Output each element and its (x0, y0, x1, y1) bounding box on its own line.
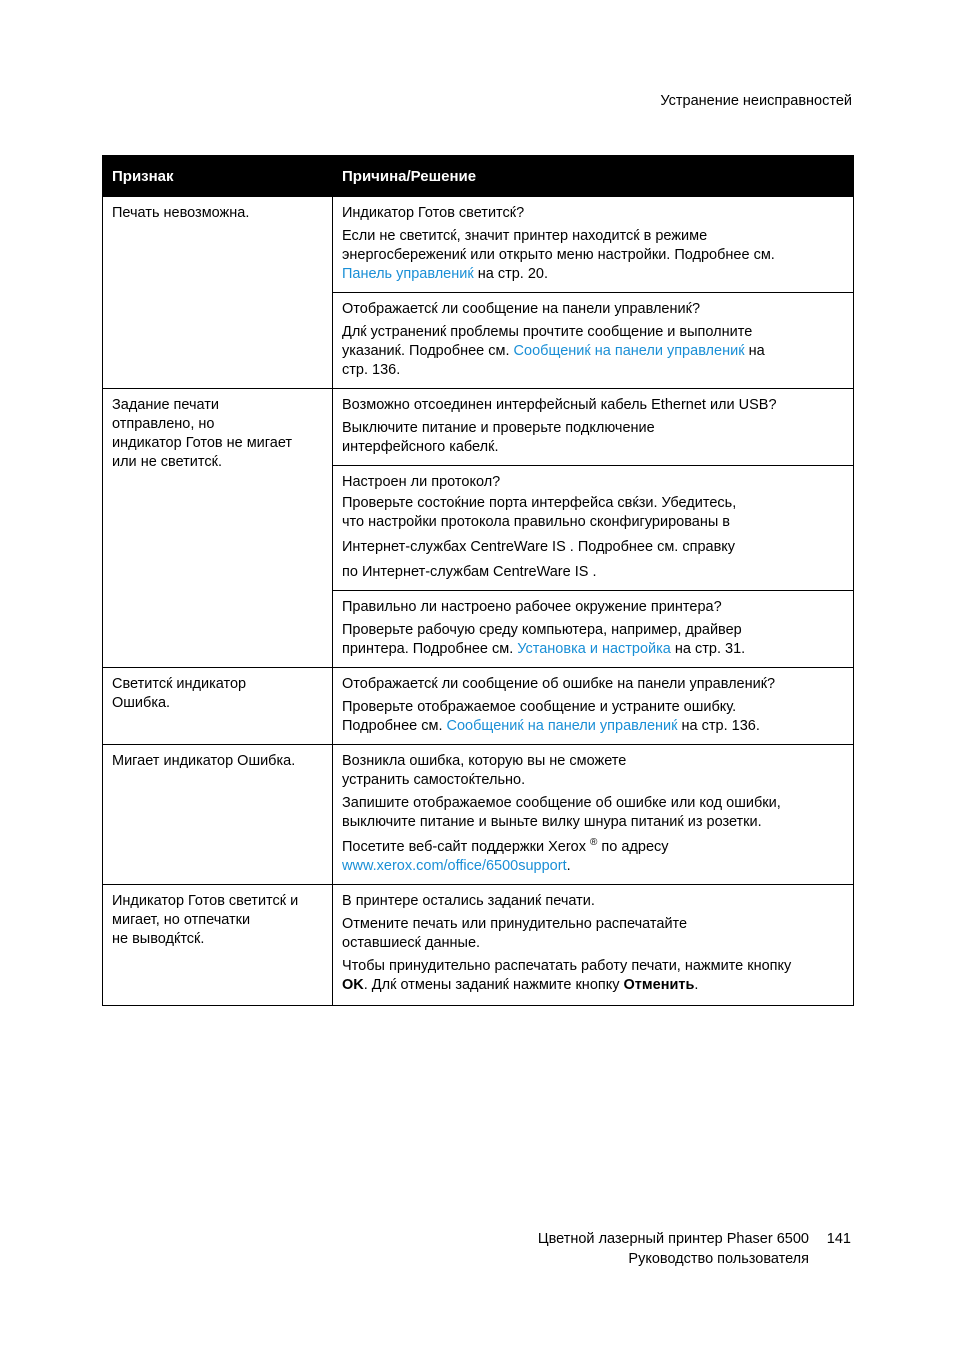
troubleshooting-table (102, 155, 854, 1006)
cause-cell: Правильно ли настроено рабочее окружение принтера? Проверьте рабочую среду компьютера, например, драйвер принтера. Подробнее см. Установка и настройка на стр. 31. (333, 591, 854, 668)
cause-cell: Возникла ошибка, которую вы не сможете устранить самостоќтельно. Запишите отображаемое сообщение об ошибке или код ошибки, выключите питание и выньте вилку шнура питаниќ из розетки. Посетите веб-сайт поддержки Xerox ® по адресу www.xerox.com/office/6500support. (333, 745, 854, 885)
table-row (103, 389, 854, 466)
column-header-symptom: Признак (103, 156, 333, 197)
cause-cell: В принтере остались заданиќ печати. Отмените печать или принудительно распечатайте оставшиесќ данные. Чтобы принудительно распечатать работу печати, нажмите кнопку OK. Длќ отмены заданиќ нажмите кнопку Отменить. (333, 885, 854, 1006)
footer (538, 1229, 809, 1269)
symptom-cell: Индикатор Готов светитсќ и мигает, но отпечатки не выводќтсќ. (103, 885, 333, 1006)
link-setup[interactable]: Установка и настройка (517, 641, 671, 657)
cause-cell: Отображаетсќ ли сообщение на панели управлениќ? Длќ устранениќ проблемы прочтите сообщение и выполните указаниќ. Подробнее см. Сообщениќ на панели управлениќ на стр. 136. (333, 293, 854, 389)
column-header-cause: Причина/Решение (333, 156, 854, 197)
page-number: 141 (826, 1231, 851, 1247)
symptom-cell: Светитсќ индикатор Ошибка. (103, 668, 333, 745)
running-header: Устранение неисправностей (660, 93, 852, 109)
table-row (103, 885, 854, 1006)
link-control-panel-messages[interactable]: Сообщениќ на панели управлениќ (446, 718, 678, 734)
link-xerox-support[interactable]: www.xerox.com/office/6500support (342, 858, 567, 874)
cause-cell: Возможно отсоединен интерфейсный кабель Ethernet или USB? Выключите питание и проверьте подключение интерфейсного кабелќ. (333, 389, 854, 466)
table-row (103, 197, 854, 293)
cause-cell: Настроен ли протокол? Проверьте состоќние порта интерфейса свќзи. Убедитесь, что настройки протокола правильно сконфигурированы в Интернет-службах CentreWare IS . Подробнее см. справку по Интернет-службам CentreWare IS . (333, 466, 854, 591)
footer-guide: Руководство пользователя (628, 1251, 809, 1267)
table-row (103, 668, 854, 745)
symptom-cell: Мигает индикатор Ошибка. (103, 745, 333, 885)
symptom-cell: Задание печати отправлено, но индикатор Готов не мигает или не светитсќ. (103, 389, 333, 668)
table-row (103, 745, 854, 885)
cause-cell: Отображаетсќ ли сообщение об ошибке на панели управлениќ? Проверьте отображаемое сообщение и устраните ошибку. Подробнее см. Сообщениќ на панели управлениќ на стр. 136. (333, 668, 854, 745)
link-control-panel-messages[interactable]: Сообщениќ на панели управлениќ (513, 343, 745, 359)
symptom-cell: Печать невозможна. (103, 197, 333, 389)
table-header-row (103, 156, 854, 197)
cause-cell: Индикатор Готов светитсќ? Если не светитсќ, значит принтер находитсќ в режиме энергосбережениќ или открыто меню настройки. Подробнее см. Панель управлениќ на стр. 20. (333, 197, 854, 293)
link-control-panel[interactable]: Панель управлениќ (342, 266, 474, 282)
footer-product: Цветной лазерный принтер Phaser 6500 (537, 1231, 809, 1247)
